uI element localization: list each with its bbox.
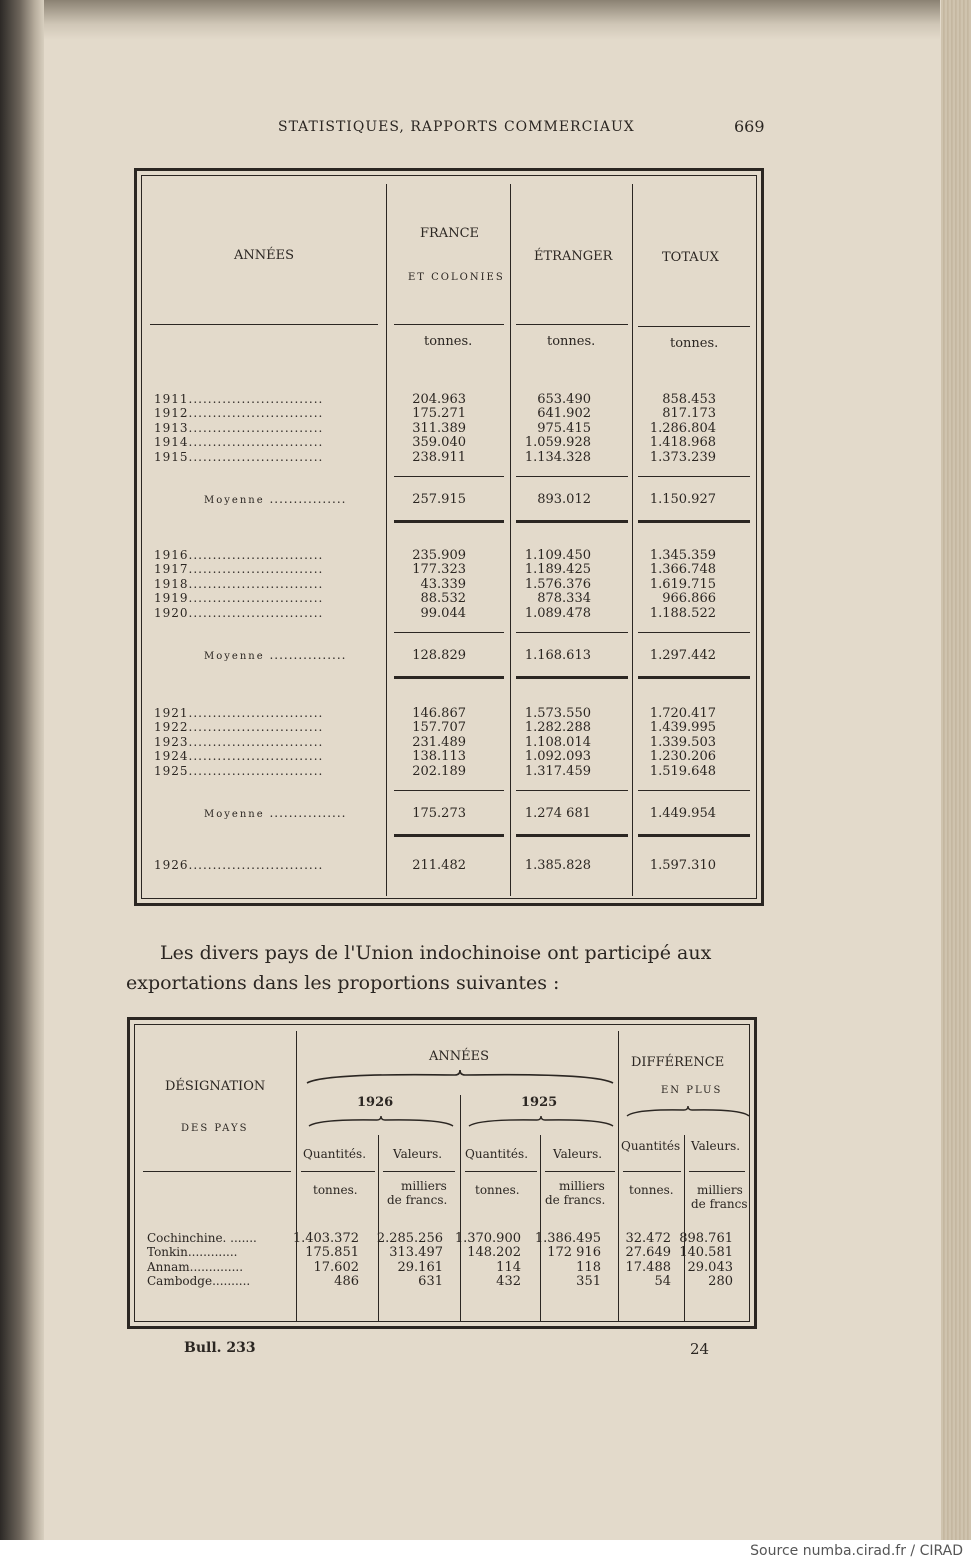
- subheader-valeurs-1925: Valeurs.: [553, 1147, 603, 1161]
- cell-etranger: 1.189.425: [524, 562, 591, 578]
- moyenne-france: 175.273: [412, 806, 466, 821]
- cell-france: 88.532: [420, 591, 466, 607]
- cell-etranger: 975.415: [537, 420, 591, 436]
- col-header-annees: ANNÉES: [234, 248, 295, 263]
- page-edges: [941, 0, 971, 1540]
- cell-france: 157.707: [412, 720, 466, 736]
- header-rule: [623, 1171, 681, 1172]
- cell-etranger: 1.059.928: [524, 435, 591, 451]
- unit-francs-1926: de francs.: [387, 1193, 448, 1207]
- col-divider: [540, 1135, 541, 1321]
- cell-france: 43.339: [420, 576, 466, 592]
- cell-totaux: 1.720.417: [649, 706, 716, 721]
- cell-france: 204.963: [412, 392, 466, 407]
- moyenne-text: Moyenne: [204, 495, 265, 506]
- cell-q25: 148.202: [467, 1245, 521, 1261]
- unit-totaux: tonnes.: [670, 336, 719, 351]
- group-thick-rule: [516, 834, 628, 837]
- group-rule: [638, 476, 750, 477]
- cell-etranger: 1.573.550: [524, 706, 591, 721]
- footer-bulletin: Bull. 233: [184, 1340, 256, 1356]
- exports-by-country-table: [127, 1017, 757, 1329]
- col-header-difference-sub: EN PLUS: [661, 1085, 723, 1096]
- cell-totaux: 1.597.310: [649, 858, 716, 873]
- cell-etranger: 1.089.478: [524, 605, 591, 621]
- moyenne-totaux: 1.449.954: [649, 806, 716, 821]
- cell-totaux: 1.286.804: [649, 420, 716, 436]
- header-rule: [465, 1171, 537, 1172]
- unit-milliers-diff: milliers: [697, 1183, 743, 1197]
- page-number: 669: [734, 117, 765, 136]
- cell-totaux: 966.866: [662, 591, 716, 607]
- brace-ornament: [307, 1115, 455, 1129]
- subheader-quantites-diff: Quantités: [621, 1139, 681, 1153]
- unit-tonnes-1926: tonnes.: [313, 1183, 358, 1197]
- group-rule: [516, 476, 628, 477]
- cell-totaux: 1.188.522: [649, 605, 716, 621]
- cell-totaux: 1.619.715: [649, 576, 716, 592]
- cell-q26: 17.602: [313, 1259, 359, 1275]
- cell-v26: 29.161: [397, 1259, 443, 1275]
- brace-ornament: [467, 1115, 615, 1129]
- exports-by-destination-table: [134, 168, 764, 906]
- cell-etranger: 1.317.459: [524, 763, 591, 779]
- col-divider: [510, 184, 511, 896]
- cell-v25: 172 916: [547, 1245, 601, 1261]
- country-label: Tonkin.............: [147, 1245, 238, 1260]
- year-label: 1919............................: [154, 591, 324, 606]
- cell-dv: 280: [708, 1274, 733, 1290]
- country-label: Cochinchine. .......: [147, 1231, 257, 1245]
- group-rule: [516, 632, 628, 633]
- header-rule: [689, 1171, 745, 1172]
- cell-etranger: 1.109.450: [524, 548, 591, 563]
- unit-francs-1925: de francs.: [545, 1193, 606, 1207]
- year-label: 1921............................: [154, 706, 324, 720]
- cell-totaux: 817.173: [662, 406, 716, 422]
- year-label: 1914............................: [154, 435, 324, 450]
- cell-v25: 1.386.495: [534, 1231, 601, 1246]
- cell-france: 175.271: [412, 406, 466, 422]
- col-header-etranger: ÉTRANGER: [534, 249, 613, 264]
- cell-etranger: 1.282.288: [524, 720, 591, 736]
- cell-dq: 27.649: [625, 1245, 671, 1261]
- header-rule: [301, 1171, 375, 1172]
- running-header: STATISTIQUES, RAPPORTS COMMERCIAUX: [278, 119, 635, 135]
- cell-v26: 313.497: [389, 1245, 443, 1261]
- unit-milliers-1926: milliers: [401, 1179, 447, 1193]
- year-label: 1924............................: [154, 749, 324, 764]
- group-rule: [638, 790, 750, 791]
- year-header-1925: 1925: [521, 1095, 558, 1110]
- col-divider: [296, 1031, 297, 1321]
- country-label: Cambodge..........: [147, 1274, 251, 1289]
- year-label: 1922............................: [154, 720, 324, 735]
- cell-dq: 32.472: [625, 1231, 671, 1246]
- unit-etranger: tonnes.: [547, 334, 596, 349]
- header-rule: [143, 1171, 291, 1172]
- cell-totaux: 1.366.748: [649, 562, 716, 578]
- cell-france: 211.482: [412, 858, 466, 873]
- moyenne-totaux: 1.150.927: [649, 492, 716, 507]
- year-header-1926: 1926: [357, 1095, 394, 1110]
- cell-france: 177.323: [412, 562, 466, 578]
- group-thick-rule: [394, 834, 504, 837]
- footer-signature-number: 24: [690, 1340, 710, 1358]
- cell-etranger: 641.902: [537, 406, 591, 422]
- paragraph-line-1: Les divers pays de l'Union indochinoise ont participé aux: [160, 942, 712, 964]
- col-header-france: FRANCE: [420, 226, 480, 241]
- table-inner-border: [141, 175, 757, 899]
- col-header-difference: DIFFÉRENCE: [631, 1055, 725, 1070]
- subheader-quantites-1926: Quantités.: [303, 1147, 367, 1161]
- unit-tonnes-diff: tonnes.: [629, 1183, 674, 1197]
- col-divider: [684, 1135, 685, 1321]
- brace-ornament: [625, 1105, 751, 1119]
- source-credit: Source numba.cirad.fr / CIRAD: [750, 1543, 963, 1559]
- year-label: 1923............................: [154, 734, 324, 749]
- moyenne-etranger: 1.168.613: [524, 648, 591, 663]
- cell-totaux: 1.439.995: [649, 720, 716, 736]
- col-divider: [632, 184, 633, 896]
- cell-v26: 631: [418, 1274, 443, 1290]
- moyenne-france: 128.829: [412, 648, 466, 663]
- col-divider: [386, 184, 387, 896]
- year-label: 1913............................: [154, 420, 324, 435]
- moyenne-text: Moyenne: [204, 809, 265, 820]
- moyenne-label: Moyenne ................: [204, 492, 347, 506]
- cell-q25: 432: [496, 1274, 521, 1290]
- year-label: 1926............................: [154, 858, 324, 872]
- group-rule: [394, 476, 504, 477]
- year-label: 1915............................: [154, 449, 324, 464]
- moyenne-etranger: 893.012: [537, 492, 591, 507]
- cell-etranger: 1.576.376: [524, 576, 591, 592]
- cell-q26: 486: [334, 1274, 359, 1290]
- cell-france: 235.909: [412, 548, 466, 563]
- cell-totaux: 1.230.206: [649, 749, 716, 765]
- subheader-quantites-1925: Quantités.: [465, 1147, 529, 1161]
- cell-etranger: 1.108.014: [524, 734, 591, 750]
- brace-ornament: [305, 1069, 615, 1087]
- body-paragraph: [126, 938, 762, 998]
- moyenne-etranger: 1.274 681: [524, 806, 591, 821]
- paragraph-line-2: exportations dans les proportions suivantes :: [126, 972, 560, 994]
- col-divider: [618, 1031, 619, 1321]
- col-header-designation: DÉSIGNATION: [165, 1079, 266, 1094]
- group-thick-rule: [516, 520, 628, 523]
- year-label: 1916............................: [154, 548, 324, 562]
- header-rule: [545, 1171, 615, 1172]
- unit-tonnes-1925: tonnes.: [475, 1183, 520, 1197]
- cell-totaux: 1.519.648: [649, 763, 716, 779]
- moyenne-text: Moyenne: [204, 651, 265, 662]
- header-rule: [516, 324, 628, 325]
- group-thick-rule: [638, 676, 750, 679]
- unit-francs-diff: de francs: [691, 1197, 748, 1211]
- col-header-totaux: TOTAUX: [662, 250, 719, 265]
- col-header-france-sub: ET COLONIES: [408, 272, 505, 283]
- moyenne-label: Moyenne ................: [204, 806, 347, 820]
- cell-dv: 29.043: [687, 1259, 733, 1275]
- col-divider: [460, 1095, 461, 1321]
- col-header-annees: ANNÉES: [429, 1049, 490, 1064]
- group-thick-rule: [638, 834, 750, 837]
- cell-etranger: 878.334: [537, 591, 591, 607]
- cell-etranger: 1.134.328: [524, 449, 591, 465]
- cell-etranger: 1.385.828: [524, 858, 591, 873]
- unit-france: tonnes.: [424, 334, 473, 349]
- year-label: 1925............................: [154, 763, 324, 778]
- year-label: 1912............................: [154, 406, 324, 421]
- cell-france: 146.867: [412, 706, 466, 721]
- group-thick-rule: [638, 520, 750, 523]
- cell-france: 138.113: [412, 749, 466, 765]
- year-label: 1920............................: [154, 605, 324, 620]
- cell-france: 311.389: [412, 420, 466, 436]
- header-rule: [394, 324, 504, 325]
- group-rule: [394, 632, 504, 633]
- group-rule: [516, 790, 628, 791]
- col-header-designation-sub: DES PAYS: [181, 1123, 249, 1134]
- cell-france: 359.040: [412, 435, 466, 451]
- moyenne-label: Moyenne ................: [204, 648, 347, 662]
- cell-dq: 17.488: [625, 1259, 671, 1275]
- header-rule: [638, 326, 750, 327]
- book-spine: [0, 0, 44, 1540]
- cell-v25: 351: [576, 1274, 601, 1290]
- group-thick-rule: [394, 676, 504, 679]
- cell-q26: 175.851: [305, 1245, 359, 1261]
- unit-milliers-1925: milliers: [559, 1179, 605, 1193]
- cell-dq: 54: [654, 1274, 671, 1290]
- cell-q26: 1.403.372: [292, 1231, 359, 1246]
- year-label: 1918............................: [154, 576, 324, 591]
- cell-q25: 114: [496, 1259, 521, 1275]
- cell-totaux: 1.345.359: [649, 548, 716, 563]
- cell-france: 231.489: [412, 734, 466, 750]
- cell-q25: 1.370.900: [454, 1231, 521, 1246]
- cell-totaux: 1.418.968: [649, 435, 716, 451]
- year-label: 1911............................: [154, 392, 324, 406]
- cell-dv: 898.761: [679, 1231, 733, 1246]
- moyenne-totaux: 1.297.442: [649, 648, 716, 663]
- cell-france: 99.044: [420, 605, 466, 621]
- year-label: 1917............................: [154, 562, 324, 577]
- cell-france: 202.189: [412, 763, 466, 779]
- group-thick-rule: [516, 676, 628, 679]
- group-rule: [638, 632, 750, 633]
- group-thick-rule: [394, 520, 504, 523]
- cell-france: 238.911: [412, 449, 466, 465]
- header-rule: [150, 324, 378, 325]
- header-rule: [383, 1171, 455, 1172]
- subheader-valeurs-1926: Valeurs.: [393, 1147, 443, 1161]
- cell-totaux: 1.339.503: [649, 734, 716, 750]
- table-inner-border: [134, 1024, 750, 1322]
- cell-dv: 140.581: [679, 1245, 733, 1261]
- col-divider: [378, 1135, 379, 1321]
- cell-etranger: 1.092.093: [524, 749, 591, 765]
- cell-v26: 2.285.256: [376, 1231, 443, 1246]
- group-rule: [394, 790, 504, 791]
- cell-v25: 118: [576, 1259, 601, 1275]
- moyenne-france: 257.915: [412, 492, 466, 507]
- cell-totaux: 1.373.239: [649, 449, 716, 465]
- cell-etranger: 653.490: [537, 392, 591, 407]
- subheader-valeurs-diff: Valeurs.: [691, 1139, 741, 1153]
- cell-totaux: 858.453: [662, 392, 716, 407]
- page-top-shadow: [40, 0, 940, 40]
- country-label: Annam..............: [147, 1259, 244, 1274]
